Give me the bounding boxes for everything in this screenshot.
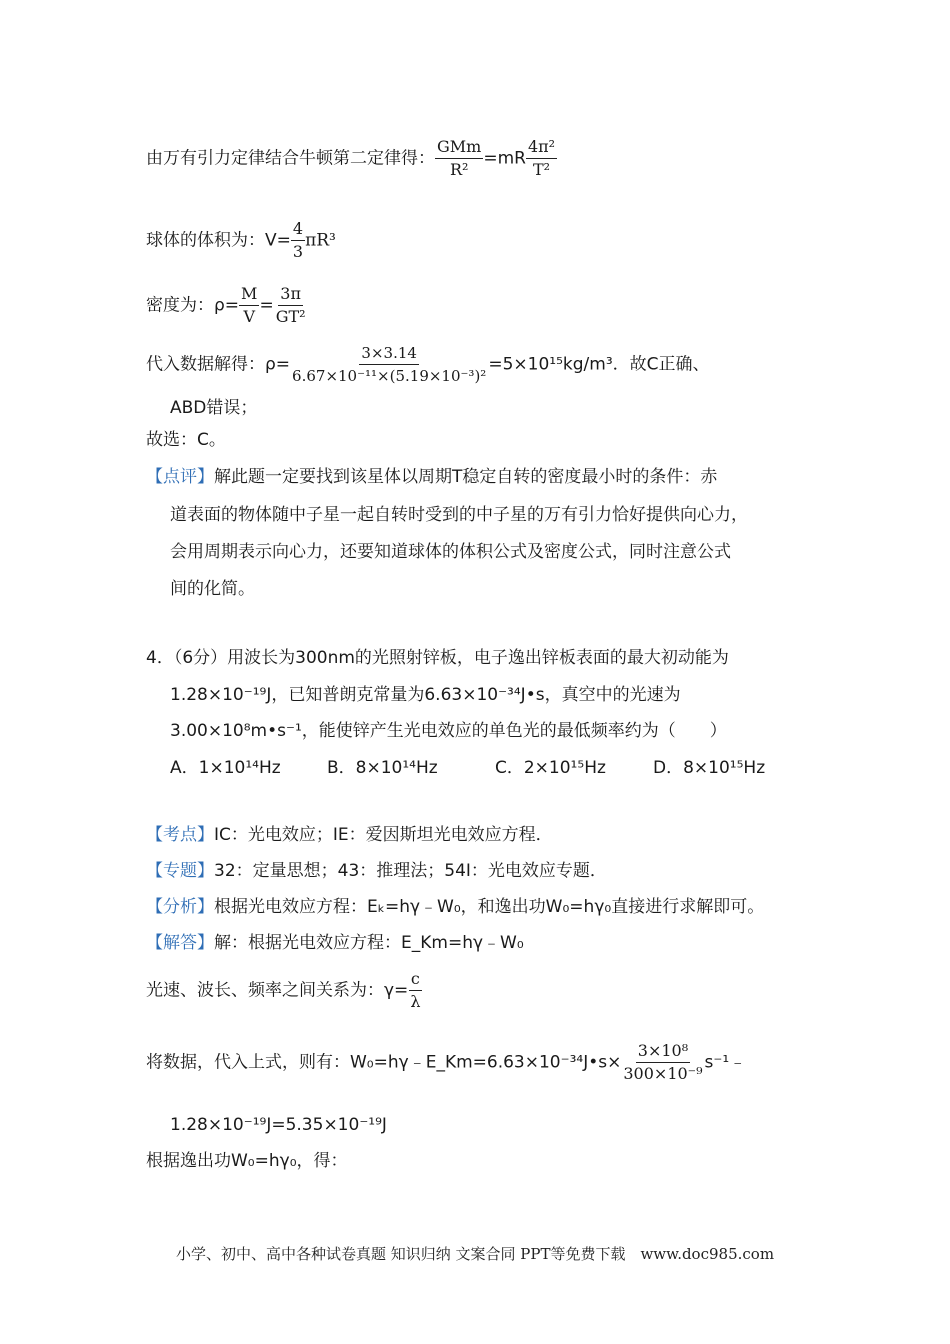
work-function-line: 根据逸出功W₀=hγ₀，得：	[146, 1151, 348, 1171]
option-c: C．2×10¹⁵Hz	[495, 758, 606, 778]
fenxi-line: 【分析】根据光电效应方程：Eₖ=hγ﹣W₀，和逸出功W₀=hγ₀直接进行求解即可。	[146, 897, 765, 917]
question-4-stem: 1.28×10⁻¹⁹J，已知普朗克常量为6.63×10⁻³⁴J•s，真空中的光速为	[170, 685, 681, 705]
formula-fraction: $\frac{\text{3×10⁸}}{\text{300×10⁻⁹}}$	[623, 1041, 703, 1083]
formula-fraction: $\frac{3\pi}{\text{GT²}}$	[275, 284, 306, 326]
kaodian-line: 【考点】IC：光电效应；IE：爱因斯坦光电效应方程．	[146, 825, 553, 845]
option-d: D．8×10¹⁵Hz	[653, 758, 766, 778]
comment-line: 会用周期表示向心力，还要知道球体的体积公式及密度公式，同时注意公式	[170, 542, 731, 562]
substitution-line: 将数据，代入上式，则有：W₀=hγ﹣E_Km=6.63×10⁻³⁴J•s× $\frac{\text{3×10⁸}}{\text{300×10⁻⁹}}$ s⁻¹﹣	[146, 1041, 747, 1083]
comment-line: 【点评】解此题一定要找到该星体以周期T稳定自转的密度最小时的条件：赤	[146, 467, 718, 487]
option-b: B．8×10¹⁴Hz	[327, 758, 438, 778]
jieda-line: 【解答】解：根据光电效应方程：E_Km=hγ﹣W₀	[146, 933, 524, 953]
density-calculation-line: 代入数据解得：ρ= $\frac{3\times 3.14}{\text{6.67×10⁻¹¹×(5.19×10⁻³)²}}$ =5×10¹⁵kg/m³．故C正确、	[146, 344, 710, 385]
comment-line: 间的化简。	[170, 579, 255, 599]
gravity-equation-line: 由万有引力定律结合牛顿第二定律得： $\frac{\text{GMm}}{\text{R²}}$ =mR $\frac{\text{4π²}}{\text{T²}}$	[146, 137, 556, 179]
comment-line: 道表面的物体随中子星一起自转时受到的中子星的万有引力恰好提供向心力，	[170, 505, 748, 525]
relation-line: 光速、波长、频率之间关系为：γ= $\frac{c}{\lambda}$	[146, 969, 421, 1011]
question-4-options	[170, 756, 765, 780]
comment-tag: 【点评】	[146, 467, 214, 487]
volume-formula-line: 球体的体积为：V= $\frac{4}{3}$ πR³	[146, 219, 336, 261]
substitution-result: 1.28×10⁻¹⁹J=5.35×10⁻¹⁹J	[170, 1115, 387, 1135]
density-formula-line: 密度为：ρ= $\frac{M}{V}$ = $\frac{3\pi}{\text{GT²}}$	[146, 284, 306, 326]
choice-line: 故选：C。	[146, 430, 226, 450]
formula-fraction: $\frac{\text{GMm}}{\text{R²}}$	[437, 137, 482, 179]
formula-fraction: $\frac{c}{\lambda}$	[410, 969, 421, 1011]
page-footer: 小学、初中、高中各种试卷真题 知识归纳 文案合同 PPT等免费下载 www.doc985.com	[175, 1245, 775, 1263]
question-4-stem: 4．（6分）用波长为300nm的光照射锌板，电子逸出锌板表面的最大初动能为	[146, 648, 729, 668]
option-a: A．1×10¹⁴Hz	[170, 758, 281, 778]
answer-continuation: ABD错误；	[170, 398, 258, 418]
question-4-stem: 3.00×10⁸m•s⁻¹，能使锌产生光电效应的单色光的最低频率约为（ ）	[170, 721, 727, 741]
formula-fraction: $\frac{\text{4π²}}{\text{T²}}$	[527, 137, 556, 179]
formula-fraction: $\frac{3\times 3.14}{\text{6.67×10⁻¹¹×(5.19×10⁻³)²}}$	[292, 344, 487, 385]
formula-fraction: $\frac{4}{3}$	[292, 219, 304, 261]
zhuanti-line: 【专题】32：定量思想；43：推理法；54I：光电效应专题．	[146, 861, 607, 881]
formula-fraction: $\frac{M}{V}$	[241, 284, 258, 326]
